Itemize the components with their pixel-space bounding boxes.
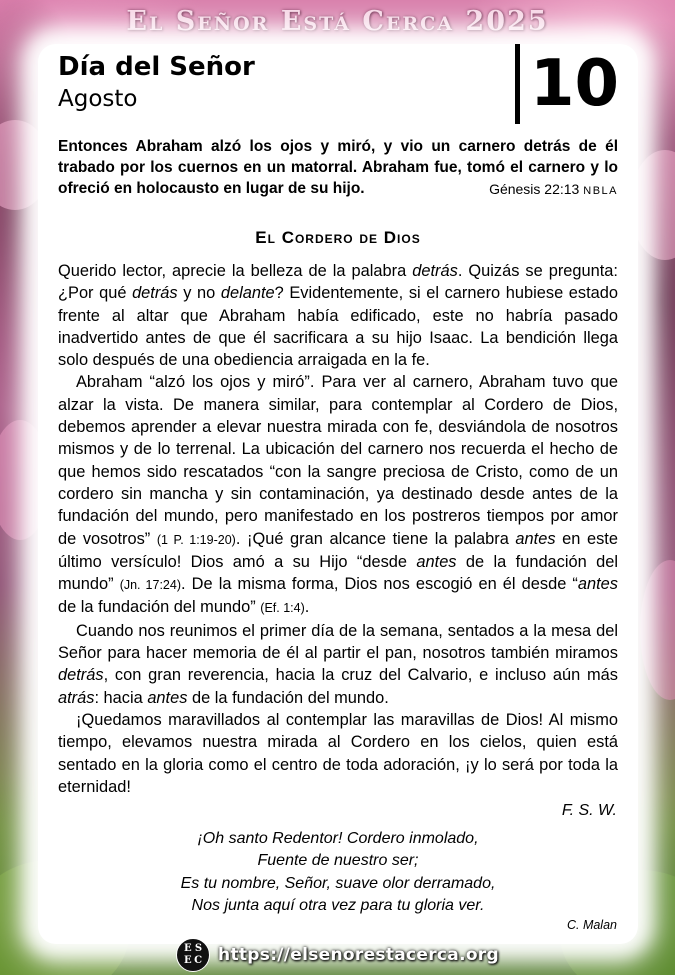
publication-title: El Señor Está Cerca 2025 [126,6,549,37]
article-body [58,260,618,798]
day-number: 10 [515,44,619,124]
scripture-reference: (Ef. 1:4) [260,601,305,616]
paragraph-4: ¡Quedamos maravillados al contemplar las maravillas de Dios! Al mismo tiempo, elevamos nuestra mirada al Cordero en los cielos, quien está sentado en la gloria como el centro de toda adoración, ¡y lo será por toda la eternidad! [58,710,618,796]
poem-line: Nos junta aquí otra vez para tu gloria ver. [191,896,485,914]
scripture-reference: (1 P. 1:19-20) [156,532,236,547]
month-label: Agosto [58,86,138,112]
section-title: El Cordero de Dios [255,228,421,247]
poem-line: Es tu nombre, Señor, suave olor derramado, [180,874,496,892]
hymn-poem [58,828,618,917]
verse-version: NBLA [583,185,618,197]
verse-text: Entonces Abraham alzó los ojos y miró, y vio un carnero detrás de él trabado por los cuernos en un matorral. Abraham fue, tomó el carnero y lo ofreció en holocausto en lugar de su hijo. [58,138,618,197]
poem-author: C. Malan [566,918,617,932]
paragraph-1: Querido lector, aprecie la belleza de la palabra detrás. Quizás se pregunta: ¿Por qué detrás y no delante? Evidentemente, si el carnero hubiese estado frente al altar que Abraham había edificado, este no habría pasado inadvertido antes de que él sacrificara a su hijo Isaac. La bendición llega solo después de una obediencia arraigada en la fe. [58,262,618,370]
footer [0,938,675,972]
publisher-logo-icon: E S E C [176,938,210,972]
key-verse [58,136,618,202]
verse-reference-text: Génesis 22:13 [489,181,580,197]
verse-reference [489,179,618,202]
poem-line: ¡Oh santo Redentor! Cordero inmolado, [197,830,479,847]
poem-line: Fuente de nuestro ser; [257,852,419,870]
scripture-reference: (Jn. 17:24) [119,578,181,593]
background-blossom [640,560,675,700]
website-link[interactable]: https://elsenorestacerca.org [218,945,499,965]
paragraph-3: Cuando nos reunimos el primer día de la semana, sentados a la mesa del Señor para hacer memoria de él al partir el pan, nosotros también miramos detrás, con gran reverencia, hacia la cruz del Calvario, e incluso aún más atrás: hacia antes de la fundación del mundo. [58,621,618,707]
day-title: Día del Señor [58,52,255,82]
article-author: F. S. W. [561,802,617,819]
paragraph-2: Abraham “alzó los ojos y miró”. Para ver al carnero, Abraham tuvo que alzar la vista. De manera similar, para contemplar al Cordero de Dios, debemos aprender a elevar nuestra mirada con fe, desviándola de nosotros mismos y de lo terrenal. La ubicación del carnero nos recuerda el hecho de que hemos sido rescatados “con la sangre preciosa de Cristo, como de un cordero sin mancha y sin contaminación, ya destinado desde antes de la fundación del mundo, pero manifestado en los postreros tiempos por amor de vosotros” (1 P. 1:19-20). ¡Qué gran alcance tiene la palabra antes en este último versículo! Dios amó a su Hijo “desde antes de la fundación del mundo” (Jn. 17:24). De la misma forma, Dios nos escogió en él desde “antes de la fundación del mundo” (Ef. 1:4). [58,373,619,617]
